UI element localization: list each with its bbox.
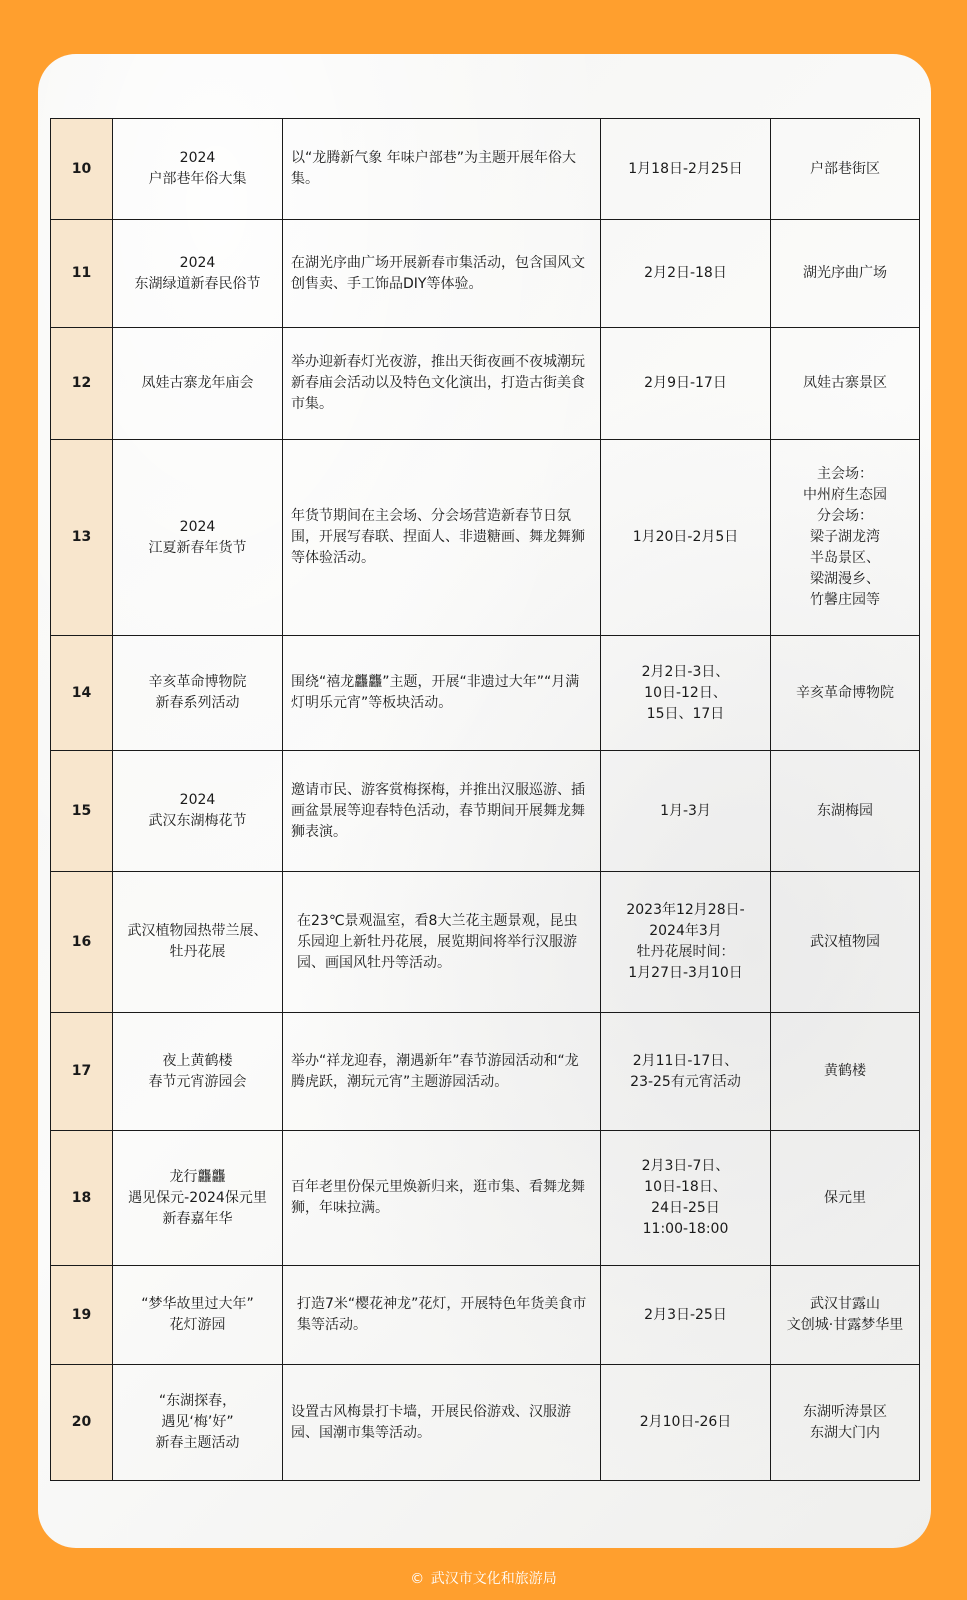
event-name: 龙行龘龘 遇见保元-2024保元里 新春嘉年华 [113,1131,283,1266]
row-number: 15 [51,751,113,872]
event-date: 2月11日-17日、 23-25有元宵活动 [601,1013,771,1131]
event-venue: 东湖梅园 [771,751,920,872]
event-date: 2月9日-17日 [601,328,771,440]
row-number: 13 [51,440,113,636]
event-name: “东湖探春， 遇见‘梅’好” 新春主题活动 [113,1365,283,1481]
event-description: 在23℃景观温室，看8大兰花主题景观，昆虫乐园迎上新牡丹花展，展览期间将举行汉服游园、画国风牡丹等活动。 [283,872,601,1013]
event-date: 2月10日-26日 [601,1365,771,1481]
row-number: 12 [51,328,113,440]
event-venue: 户部巷街区 [771,119,920,220]
table-row [51,1266,920,1365]
event-date: 1月18日-2月25日 [601,119,771,220]
table-row [51,1013,920,1131]
event-description: 年货节期间在主会场、分会场营造新春节日氛围，开展写春联、捏面人、非遗糖画、舞龙舞狮等体验活动。 [283,440,601,636]
events-table [50,118,920,1481]
table-row [51,119,920,220]
event-name: “梦华故里过大年” 花灯游园 [113,1266,283,1365]
table-row [51,440,920,636]
event-date: 2月2日-18日 [601,220,771,328]
event-venue: 辛亥革命博物院 [771,636,920,751]
event-name: 辛亥革命博物院 新春系列活动 [113,636,283,751]
row-number: 10 [51,119,113,220]
event-date: 2月2日-3日、 10日-12日、 15日、17日 [601,636,771,751]
event-description: 围绕“禧龙龘龘”主题，开展“非遗过大年”“月满灯明乐元宵”等板块活动。 [283,636,601,751]
event-date: 2月3日-25日 [601,1266,771,1365]
event-date: 1月20日-2月5日 [601,440,771,636]
event-description: 打造7米“樱花神龙”花灯，开展特色年货美食市集等活动。 [283,1266,601,1365]
row-number: 17 [51,1013,113,1131]
event-description: 以“龙腾新气象 年味户部巷”为主题开展年俗大集。 [283,119,601,220]
event-venue: 保元里 [771,1131,920,1266]
event-name: 2024 武汉东湖梅花节 [113,751,283,872]
footer-credit [0,1568,967,1588]
event-name: 武汉植物园热带兰展、 牡丹花展 [113,872,283,1013]
event-name: 2024 江夏新春年货节 [113,440,283,636]
event-description: 设置古风梅景打卡墙，开展民俗游戏、汉服游园、国潮市集等活动。 [283,1365,601,1481]
table-row [51,328,920,440]
event-name: 2024 东湖绿道新春民俗节 [113,220,283,328]
row-number: 14 [51,636,113,751]
footer-text: 武汉市文化和旅游局 [430,1571,557,1587]
table-row [51,1131,920,1266]
copyright-icon: © [410,1571,425,1587]
event-description: 在湖光序曲广场开展新春市集活动，包含国风文创售卖、手工饰品DIY等体验。 [283,220,601,328]
event-date: 1月-3月 [601,751,771,872]
row-number: 20 [51,1365,113,1481]
row-number: 19 [51,1266,113,1365]
table-row [51,1365,920,1481]
event-description: 举办迎新春灯光夜游，推出天街夜画不夜城潮玩新春庙会活动以及特色文化演出，打造古街美食市集。 [283,328,601,440]
row-number: 11 [51,220,113,328]
event-description: 举办“祥龙迎春，潮遇新年”春节游园活动和“龙腾虎跃，潮玩元宵”主题游园活动。 [283,1013,601,1131]
event-venue: 凤娃古寨景区 [771,328,920,440]
event-venue: 武汉植物园 [771,872,920,1013]
table-row [51,751,920,872]
event-date: 2月3日-7日、 10日-18日、 24日-25日 11:00-18:00 [601,1131,771,1266]
event-venue: 湖光序曲广场 [771,220,920,328]
row-number: 16 [51,872,113,1013]
event-venue: 主会场： 中州府生态园 分会场： 梁子湖龙湾 半岛景区、 梁湖漫乡、 竹馨庄园等 [771,440,920,636]
event-venue: 黄鹤楼 [771,1013,920,1131]
table-row [51,872,920,1013]
event-name: 夜上黄鹤楼 春节元宵游园会 [113,1013,283,1131]
event-name: 2024 户部巷年俗大集 [113,119,283,220]
table-row [51,636,920,751]
event-venue: 武汉甘露山 文创城·甘露梦华里 [771,1266,920,1365]
event-description: 百年老里份保元里焕新归来，逛市集、看舞龙舞狮，年味拉满。 [283,1131,601,1266]
event-description: 邀请市民、游客赏梅探梅，并推出汉服巡游、插画盆景展等迎春特色活动，春节期间开展舞龙舞狮表演。 [283,751,601,872]
event-name: 凤娃古寨龙年庙会 [113,328,283,440]
table-row [51,220,920,328]
row-number: 18 [51,1131,113,1266]
event-date: 2023年12月28日- 2024年3月 牡丹花展时间： 1月27日-3月10日 [601,872,771,1013]
event-venue: 东湖听涛景区 东湖大门内 [771,1365,920,1481]
